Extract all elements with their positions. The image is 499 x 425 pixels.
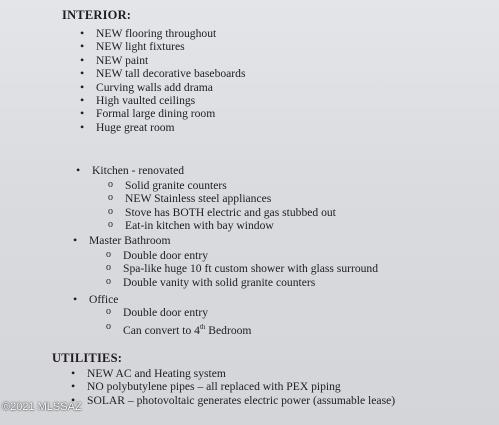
list-item: o Double door entry	[123, 306, 251, 319]
utilities-list	[87, 367, 395, 407]
list-item: • NEW flooring throughout	[96, 27, 245, 40]
utilities-heading: UTILITIES:	[52, 351, 123, 365]
list-item: • NEW light fixtures	[96, 40, 245, 53]
convert-prefix: Can convert to 4	[123, 324, 200, 338]
list-item: • High vaulted ceilings	[96, 94, 245, 107]
mls-watermark: ©2021 MLSSAZ	[2, 401, 82, 413]
list-item: • Huge great room	[96, 121, 245, 134]
office-section	[89, 293, 118, 306]
kitchen-section	[92, 164, 184, 177]
master-bath-label: • Master Bathroom	[89, 234, 170, 247]
list-item: o Double door entry	[123, 249, 378, 262]
list-item: o Solid granite counters	[125, 179, 336, 192]
interior-heading: INTERIOR:	[62, 8, 132, 22]
list-item: o Spa-like huge 10 ft custom shower with glass surround	[123, 262, 378, 275]
list-item: o Eat-in kitchen with bay window	[125, 219, 336, 232]
office-label: • Office	[89, 293, 118, 306]
list-item: • Curving walls add drama	[96, 81, 245, 94]
interior-list	[96, 27, 245, 134]
master-bath-list	[123, 249, 378, 289]
kitchen-list	[125, 179, 336, 233]
list-item: • NEW AC and Heating system	[87, 367, 395, 380]
kitchen-label: • Kitchen - renovated	[92, 164, 184, 177]
list-item: o Double vanity with solid granite counters	[123, 276, 378, 289]
list-item: • NEW paint	[96, 54, 245, 67]
list-item: o Stove has BOTH electric and gas stubbed out	[125, 206, 336, 219]
master-bath-section	[89, 234, 170, 247]
convert-suffix: Bedroom	[205, 324, 252, 338]
office-list	[123, 306, 251, 338]
list-item: • SOLAR – photovoltaic generates electric power (assumable lease)	[87, 394, 395, 407]
convert-sup: th	[199, 323, 206, 332]
list-item: • NO polybutylene pipes – all replaced with PEX piping	[87, 380, 395, 393]
list-item: • Formal large dining room	[96, 107, 245, 120]
list-item	[123, 321, 251, 337]
list-item: o NEW Stainless steel appliances	[125, 192, 336, 205]
list-item: • NEW tall decorative baseboards	[96, 67, 245, 80]
